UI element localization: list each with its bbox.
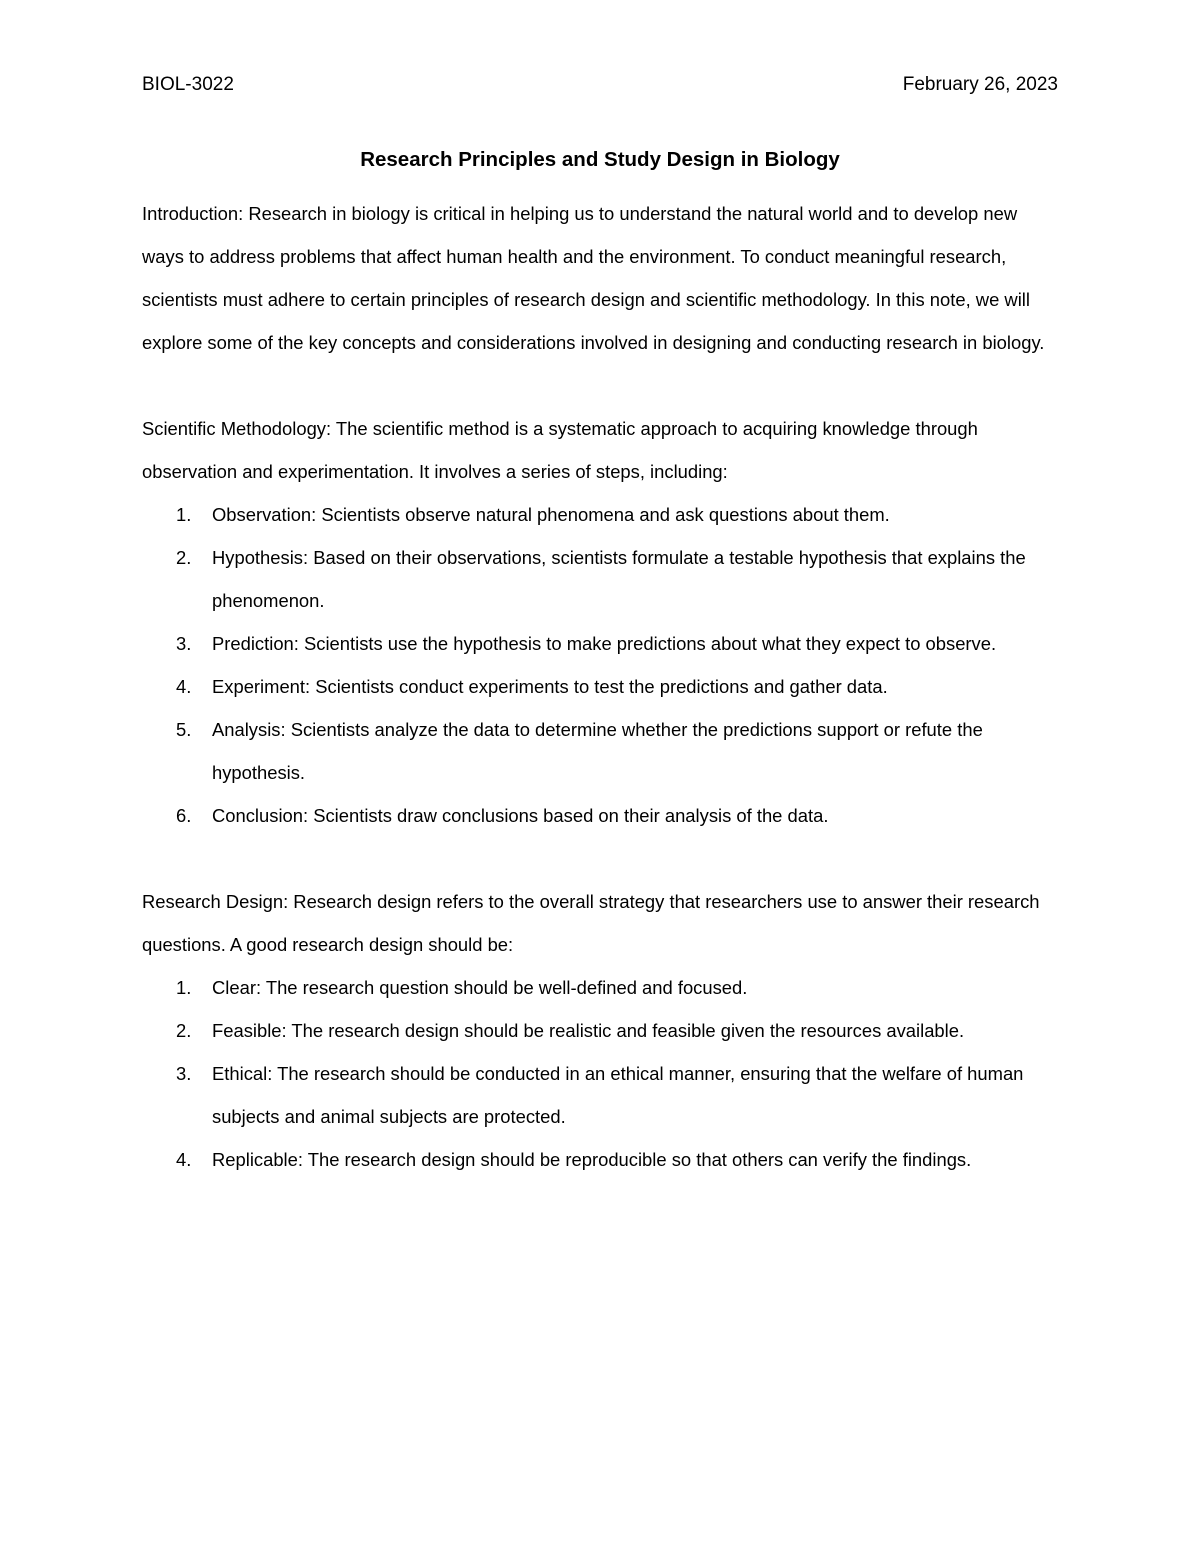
list-number: 4. [176, 1149, 192, 1170]
list-item-text: Clear: The research question should be well-defined and focused. [212, 977, 748, 998]
list-item [142, 622, 1058, 665]
list-item-text: Observation: Scientists observe natural phenomena and ask questions about them. [212, 504, 890, 525]
intro-paragraph: Introduction: Research in biology is critical in helping us to understand the natural world and to develop new ways to address problems that affect human health and the environment. To conduct meaningful research, scientists must adhere to certain principles of research design and scientific methodology. In this note, we will explore some of the key concepts and considerations involved in designing and conducting research in biology. [142, 203, 1045, 353]
list-item [142, 665, 1058, 708]
list-number: 3. [176, 633, 192, 654]
document-body [142, 192, 1058, 1181]
list-item-text: Ethical: The research should be conducted in an ethical manner, ensuring that the welfare of human subjects and animal subjects are protected. [212, 1063, 1024, 1127]
document-title: Research Principles and Study Design in Biology [360, 148, 840, 171]
list-item [142, 1052, 1058, 1138]
list-item [142, 493, 1058, 536]
course-code: BIOL-3022 [142, 74, 234, 95]
list-number: 5. [176, 719, 192, 740]
list-number: 4. [176, 676, 192, 697]
list-number: 3. [176, 1063, 192, 1084]
document-date: February 26, 2023 [902, 74, 1058, 95]
list-number: 2. [176, 547, 192, 568]
list-number: 6. [176, 805, 192, 826]
methodology-paragraph: Scientific Methodology: The scientific method is a systematic approach to acquiring knowledge through observation and experimentation. It involves a series of steps, including: [142, 418, 978, 482]
design-criteria-list [142, 966, 1058, 1181]
list-item [142, 794, 1058, 837]
list-item-text: Hypothesis: Based on their observations, scientists formulate a testable hypothesis that explains the phenomenon. [212, 547, 1026, 611]
paragraph-gap [142, 364, 1058, 407]
list-item-text: Prediction: Scientists use the hypothesis to make predictions about what they expect to observe. [212, 633, 997, 654]
list-number: 1. [176, 977, 192, 998]
list-number: 2. [176, 1020, 192, 1041]
list-item-text: Analysis: Scientists analyze the data to determine whether the predictions support or refute the hypothesis. [212, 719, 983, 783]
list-item [142, 536, 1058, 622]
list-item [142, 1009, 1058, 1052]
methodology-steps-list [142, 493, 1058, 837]
list-item-text: Replicable: The research design should be reproducible so that others can verify the findings. [212, 1149, 972, 1170]
design-paragraph: Research Design: Research design refers to the overall strategy that researchers use to answer their research questions. A good research design should be: [142, 891, 1040, 955]
list-number: 1. [176, 504, 192, 525]
list-item-text: Feasible: The research design should be realistic and feasible given the resources available. [212, 1020, 965, 1041]
list-item-text: Experiment: Scientists conduct experiments to test the predictions and gather data. [212, 676, 888, 697]
list-item [142, 708, 1058, 794]
list-item [142, 1138, 1058, 1181]
list-item-text: Conclusion: Scientists draw conclusions based on their analysis of the data. [212, 805, 829, 826]
list-item [142, 966, 1058, 1009]
paragraph-gap [142, 837, 1058, 880]
